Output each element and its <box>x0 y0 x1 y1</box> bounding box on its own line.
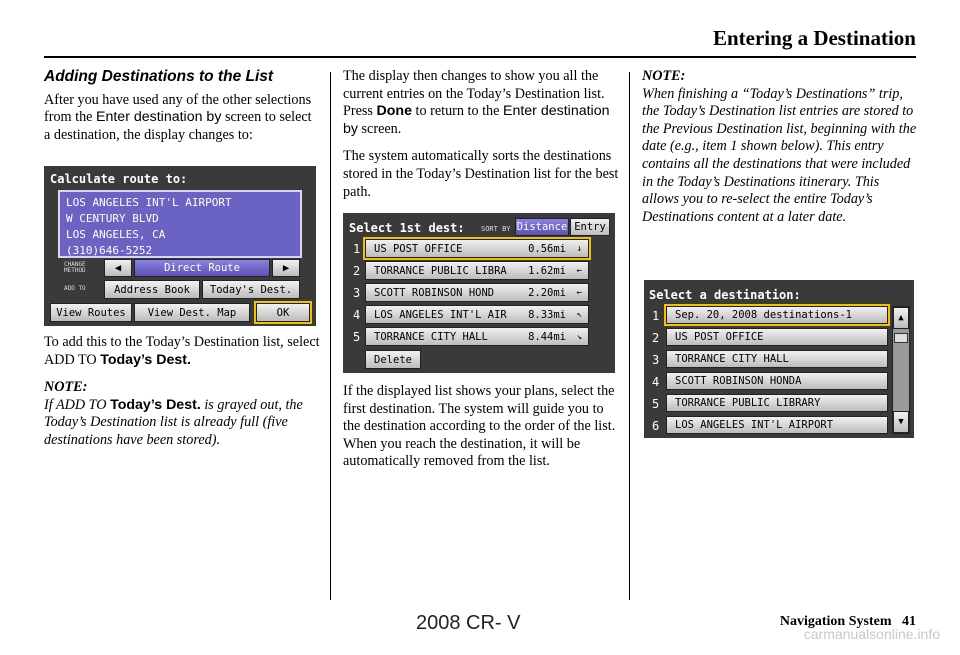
scroll-thumb[interactable] <box>894 333 908 343</box>
dest-row[interactable] <box>365 305 589 324</box>
destination-row[interactable]: LOS ANGELES INT'L AIRPORT <box>666 416 888 434</box>
intro-paragraph: After you have used any of the other selections from the Enter destination by screen to select a destination, the display changes to: <box>44 91 312 143</box>
ui-term: Enter destination by <box>343 103 610 137</box>
column-2-lower <box>343 383 619 481</box>
row-number: 3 <box>652 353 660 367</box>
add-to-paragraph: To add this to the Today’s Destination list, select ADD TO Today’s Dest. <box>44 334 320 368</box>
row-number: 1 <box>652 309 660 323</box>
address-line: LOS ANGELES, CA <box>66 228 166 241</box>
footer-section: Navigation System <box>779 614 892 629</box>
destination-row[interactable]: TORRANCE PUBLIC LIBRARY <box>666 394 888 412</box>
row-number: 3 <box>353 286 361 300</box>
row-number: 2 <box>652 331 660 345</box>
note-text: If ADD TO Today’s Dest. is grayed out, the Today’s Destination list is already full (five destinations have been stored). <box>44 396 303 448</box>
address-book-button[interactable]: Address Book <box>104 280 200 299</box>
dest-name: TORRANCE CITY HALL <box>374 330 488 343</box>
note-label: NOTE: <box>44 379 88 396</box>
model-label: 2008 CR- V <box>416 612 521 634</box>
row-number: 6 <box>652 419 660 433</box>
dest-name: US POST OFFICE <box>374 242 463 255</box>
select-destination-screen <box>644 280 914 438</box>
ui-term: Today’s Dest. <box>110 396 201 413</box>
dest-row[interactable] <box>365 239 589 258</box>
todays-dest-button[interactable]: Today's Dest. <box>202 280 300 299</box>
address-line: W CENTURY BLVD <box>66 212 159 225</box>
page-number: 41 <box>902 614 916 629</box>
delete-button[interactable]: Delete <box>365 350 421 369</box>
view-dest-map-button[interactable]: View Dest. Map <box>134 303 250 322</box>
select-first-dest-screen <box>343 213 615 373</box>
change-method-label: CHANGE METHOD <box>64 261 86 274</box>
dest-name: LOS ANGELES INT'L AIR <box>374 308 507 321</box>
address-box <box>58 190 302 258</box>
add-to-label: ADD TO <box>64 285 86 292</box>
section-heading: Adding Destinations to the List <box>44 68 274 85</box>
row-number: 4 <box>652 375 660 389</box>
note-label: NOTE: <box>642 68 686 84</box>
screen-title: Select 1st dest: <box>349 221 465 235</box>
sort-distance-button[interactable]: Distance <box>515 218 569 236</box>
ui-term: Today’s Dest. <box>100 351 191 368</box>
calculate-route-screen <box>44 166 316 326</box>
destination-row[interactable]: Sep. 20, 2008 destinations-1 <box>666 306 888 324</box>
ui-term: Done <box>376 103 412 120</box>
dest-row[interactable] <box>365 327 589 346</box>
page-header-title: Entering a Destination <box>712 26 916 50</box>
ui-term: Enter destination by <box>96 109 222 126</box>
column-1-lower <box>44 334 320 450</box>
row-number: 4 <box>353 308 361 322</box>
left-arrow-button[interactable]: ◀ <box>104 259 132 277</box>
watermark: carmanualsonline.info <box>803 626 940 642</box>
screen-title: Calculate route to: <box>50 172 188 186</box>
screen-title: Select a destination: <box>649 288 801 302</box>
direction-arrow-icon: ↓ <box>576 243 582 254</box>
scrollbar[interactable] <box>892 306 910 434</box>
row-number: 5 <box>652 397 660 411</box>
dest-distance: 8.33mi <box>528 308 566 321</box>
dest-distance: 2.20mi <box>528 286 566 299</box>
row-number: 1 <box>353 242 361 256</box>
dest-name: TORRANCE PUBLIC LIBRA <box>374 264 507 277</box>
list-display-paragraph: The display then changes to show you all the current entries on the Today’s Destination list. Press Done to return to the Enter destination by screen. <box>343 68 610 137</box>
destination-row[interactable]: TORRANCE CITY HALL <box>666 350 888 368</box>
column-1 <box>44 68 320 154</box>
direction-arrow-icon: ↖ <box>576 309 582 320</box>
column-divider <box>330 72 331 600</box>
note-text: When finishing a “Today’s Destinations” trip, the Today’s Destination list entries are stored to the Previous Destination list, beginning with the date (e.g., item 1 shown below). This entry contains all the destinations that were included in the Today’s Destinations itinerary. This allows you to re-select the entire Today’s Destinations content at a later date. <box>642 85 917 225</box>
sort-paragraph: The system automatically sorts the destinations stored in the Today’s Destination list for the best path. <box>343 148 619 200</box>
dest-name: SCOTT ROBINSON HOND <box>374 286 495 299</box>
scroll-up-icon[interactable]: ▲ <box>893 307 909 329</box>
dest-row[interactable] <box>365 283 589 302</box>
header-rule <box>44 56 916 58</box>
row-number: 5 <box>353 330 361 344</box>
direct-route-option[interactable]: Direct Route <box>134 259 270 277</box>
column-divider <box>629 72 630 600</box>
guidance-paragraph: If the displayed list shows your plans, select the first destination. The system will guide you to the destination according to the order of the list. When you reach the destination, it will be automatically removed from the list. <box>343 383 616 470</box>
dest-row[interactable] <box>365 261 589 280</box>
direction-arrow-icon: ← <box>576 265 582 276</box>
destination-row[interactable]: US POST OFFICE <box>666 328 888 346</box>
dest-distance: 1.62mi <box>528 264 566 277</box>
right-arrow-button[interactable]: ▶ <box>272 259 300 277</box>
dest-distance: 8.44mi <box>528 330 566 343</box>
address-line: (310)646-5252 <box>66 244 153 257</box>
sort-entry-button[interactable]: Entry <box>570 218 610 236</box>
dest-distance: 0.56mi <box>528 242 566 255</box>
scroll-down-icon[interactable]: ▼ <box>893 411 909 433</box>
column-3 <box>642 68 918 226</box>
view-routes-button[interactable]: View Routes <box>50 303 132 322</box>
sort-by-label: SORT BY <box>481 225 511 233</box>
column-2 <box>343 68 619 211</box>
direction-arrow-icon: ← <box>576 287 582 298</box>
address-line: LOS ANGELES INT'L AIRPORT <box>66 196 232 209</box>
ok-button[interactable]: OK <box>256 303 310 322</box>
row-number: 2 <box>353 264 361 278</box>
destination-row[interactable]: SCOTT ROBINSON HONDA <box>666 372 888 390</box>
direction-arrow-icon: ↘ <box>576 331 582 342</box>
